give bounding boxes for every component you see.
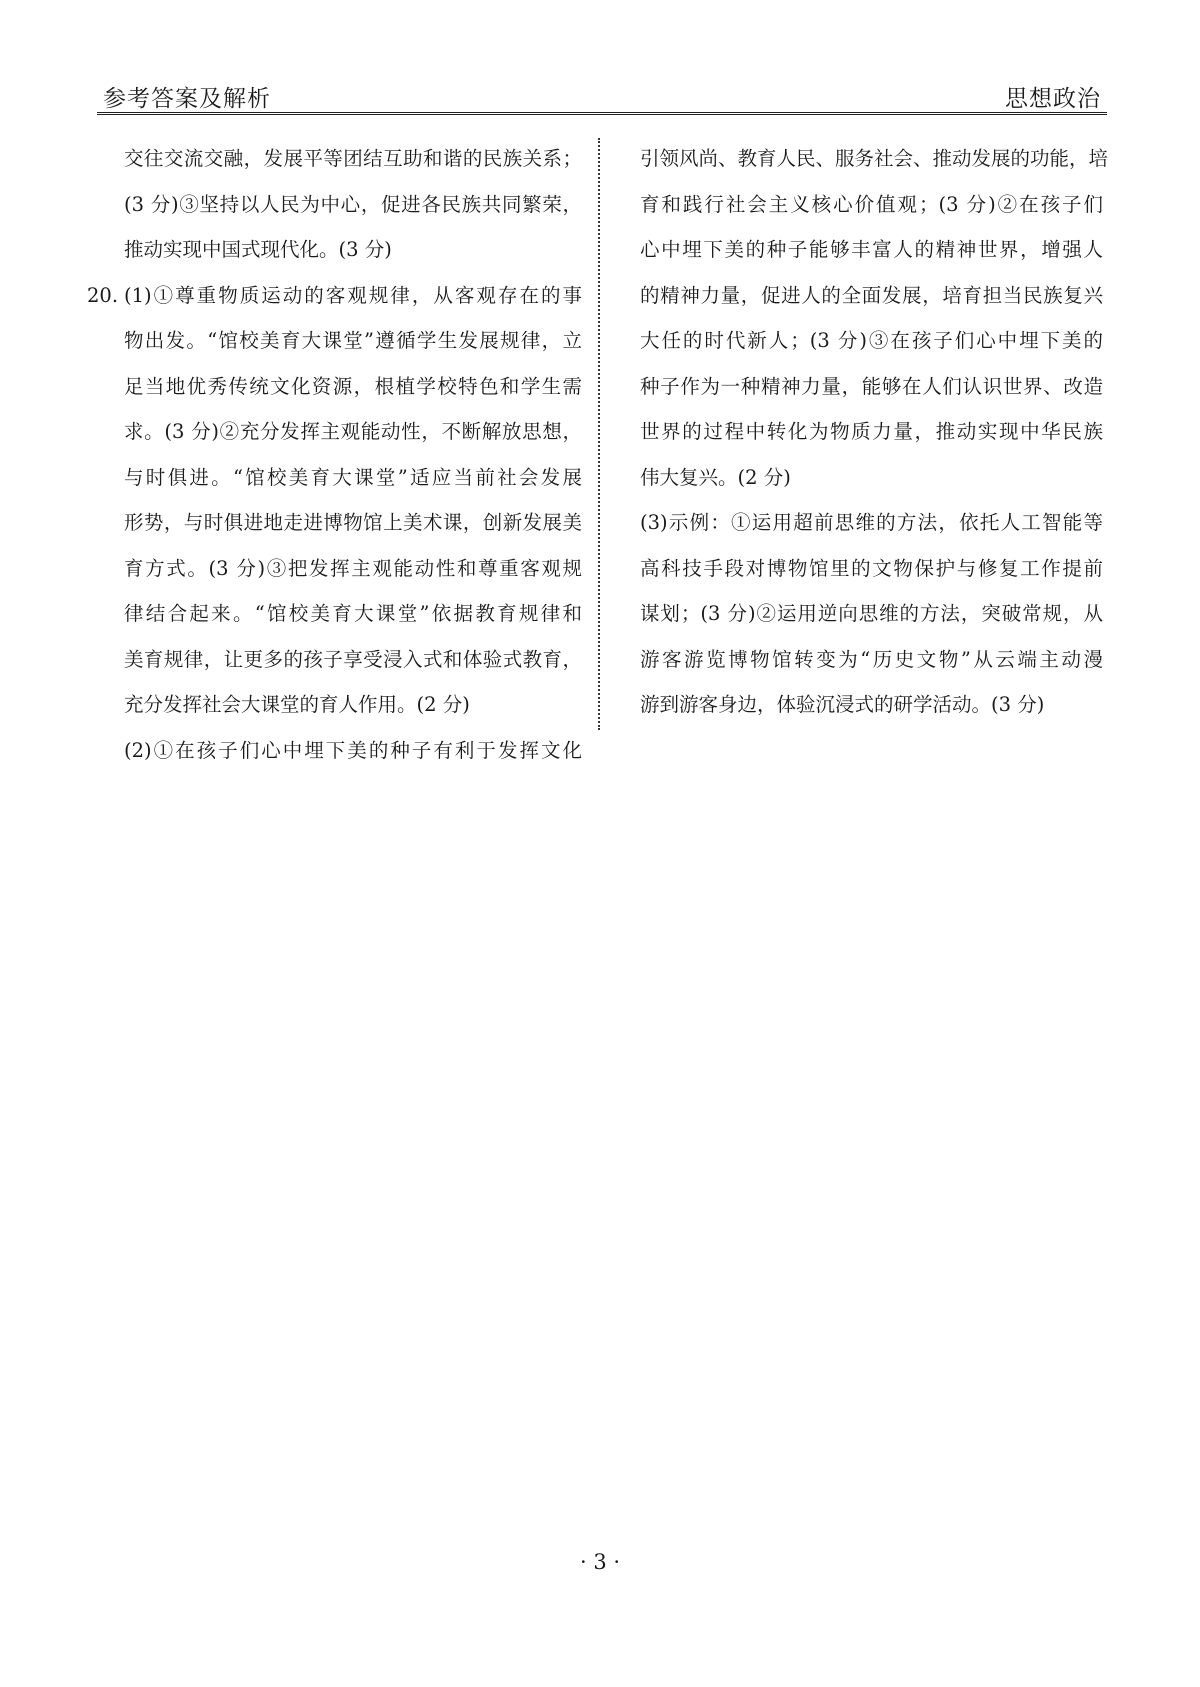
q20-part2-continuation: [640, 136, 1109, 500]
text-line: 伟大复兴。(2 分): [640, 465, 791, 489]
question-number: 20.: [87, 283, 119, 307]
text-line: (3 分)③坚持以人民为中心，促进各民族共同繁荣，: [124, 192, 582, 216]
text-line: 物出发。“馆校美育大课堂”遵循学生发展规律，立: [124, 329, 582, 352]
text-line: 高科技手段对博物馆里的文物保护与修复工作提前: [640, 556, 1103, 580]
text-line: 求。(3 分)②充分发挥主观能动性，不断解放思想，: [124, 420, 582, 443]
q19-answer-continuation: [124, 136, 582, 273]
text-line: 充分发挥社会大课堂的育人作用。(2 分): [124, 693, 470, 716]
text-line: 形势，与时俱进地走进博物馆上美术课，创新发展美: [124, 511, 582, 534]
page-header: [97, 66, 1107, 115]
header-subject: 思想政治: [1005, 86, 1101, 112]
text-line: 推动实现中国式现代化。(3 分): [124, 238, 392, 261]
text-line: 的精神力量，促进人的全面发展，培育担当民族复兴: [640, 283, 1103, 307]
text-line: 交往交流交融，发展平等团结互助和谐的民族关系；: [124, 147, 582, 170]
text-line: (3)示例：①运用超前思维的方法，依托人工智能等: [640, 511, 1103, 534]
text-line: 引领风尚、教育人民、服务社会、推动发展的功能，培: [640, 147, 1109, 170]
text-line: 心中埋下美的种子能够丰富人的精神世界，增强人: [640, 238, 1103, 261]
right-column: [640, 136, 1109, 728]
text-line: 种子作为一种精神力量，能够在人们认识世界、改造: [640, 374, 1103, 398]
q20-answer: [87, 273, 582, 774]
left-column: [87, 136, 582, 773]
text-line: 足当地优秀传统文化资源，根植学校特色和学生需: [124, 374, 582, 398]
text-line: 育和践行社会主义核心价值观；(3 分)②在孩子们: [640, 192, 1103, 216]
text-line: 律结合起来。“馆校美育大课堂”依据教育规律和: [124, 602, 582, 625]
page-number: · 3 ·: [579, 1550, 621, 1574]
text-line: 游到游客身边，体验沉浸式的研学活动。(3 分): [640, 693, 1045, 716]
column-divider: [598, 138, 600, 730]
text-line: 世界的过程中转化为物质力量，推动实现中华民族: [640, 420, 1103, 443]
text-line: 与时俱进。“馆校美育大课堂”适应当前社会发展: [124, 465, 582, 489]
text-line: 游客游览博物馆转变为“历史文物”从云端主动漫: [640, 647, 1103, 671]
text-line: (2)①在孩子们心中埋下美的种子有利于发挥文化: [124, 738, 582, 762]
text-line: 谋划；(3 分)②运用逆向思维的方法，突破常规，从: [640, 602, 1103, 625]
text-line: 大任的时代新人；(3 分)③在孩子们心中埋下美的: [640, 329, 1103, 352]
header-doc-title: 参考答案及解析: [103, 86, 271, 112]
text-line: 美育规律，让更多的孩子享受浸入式和体验式教育，: [124, 647, 582, 671]
text-line: 育方式。(3 分)③把发挥主观能动性和尊重客观规: [124, 556, 582, 580]
text-line: (1)①尊重物质运动的客观规律，从客观存在的事: [124, 283, 582, 307]
q20-part3: [640, 500, 1103, 728]
